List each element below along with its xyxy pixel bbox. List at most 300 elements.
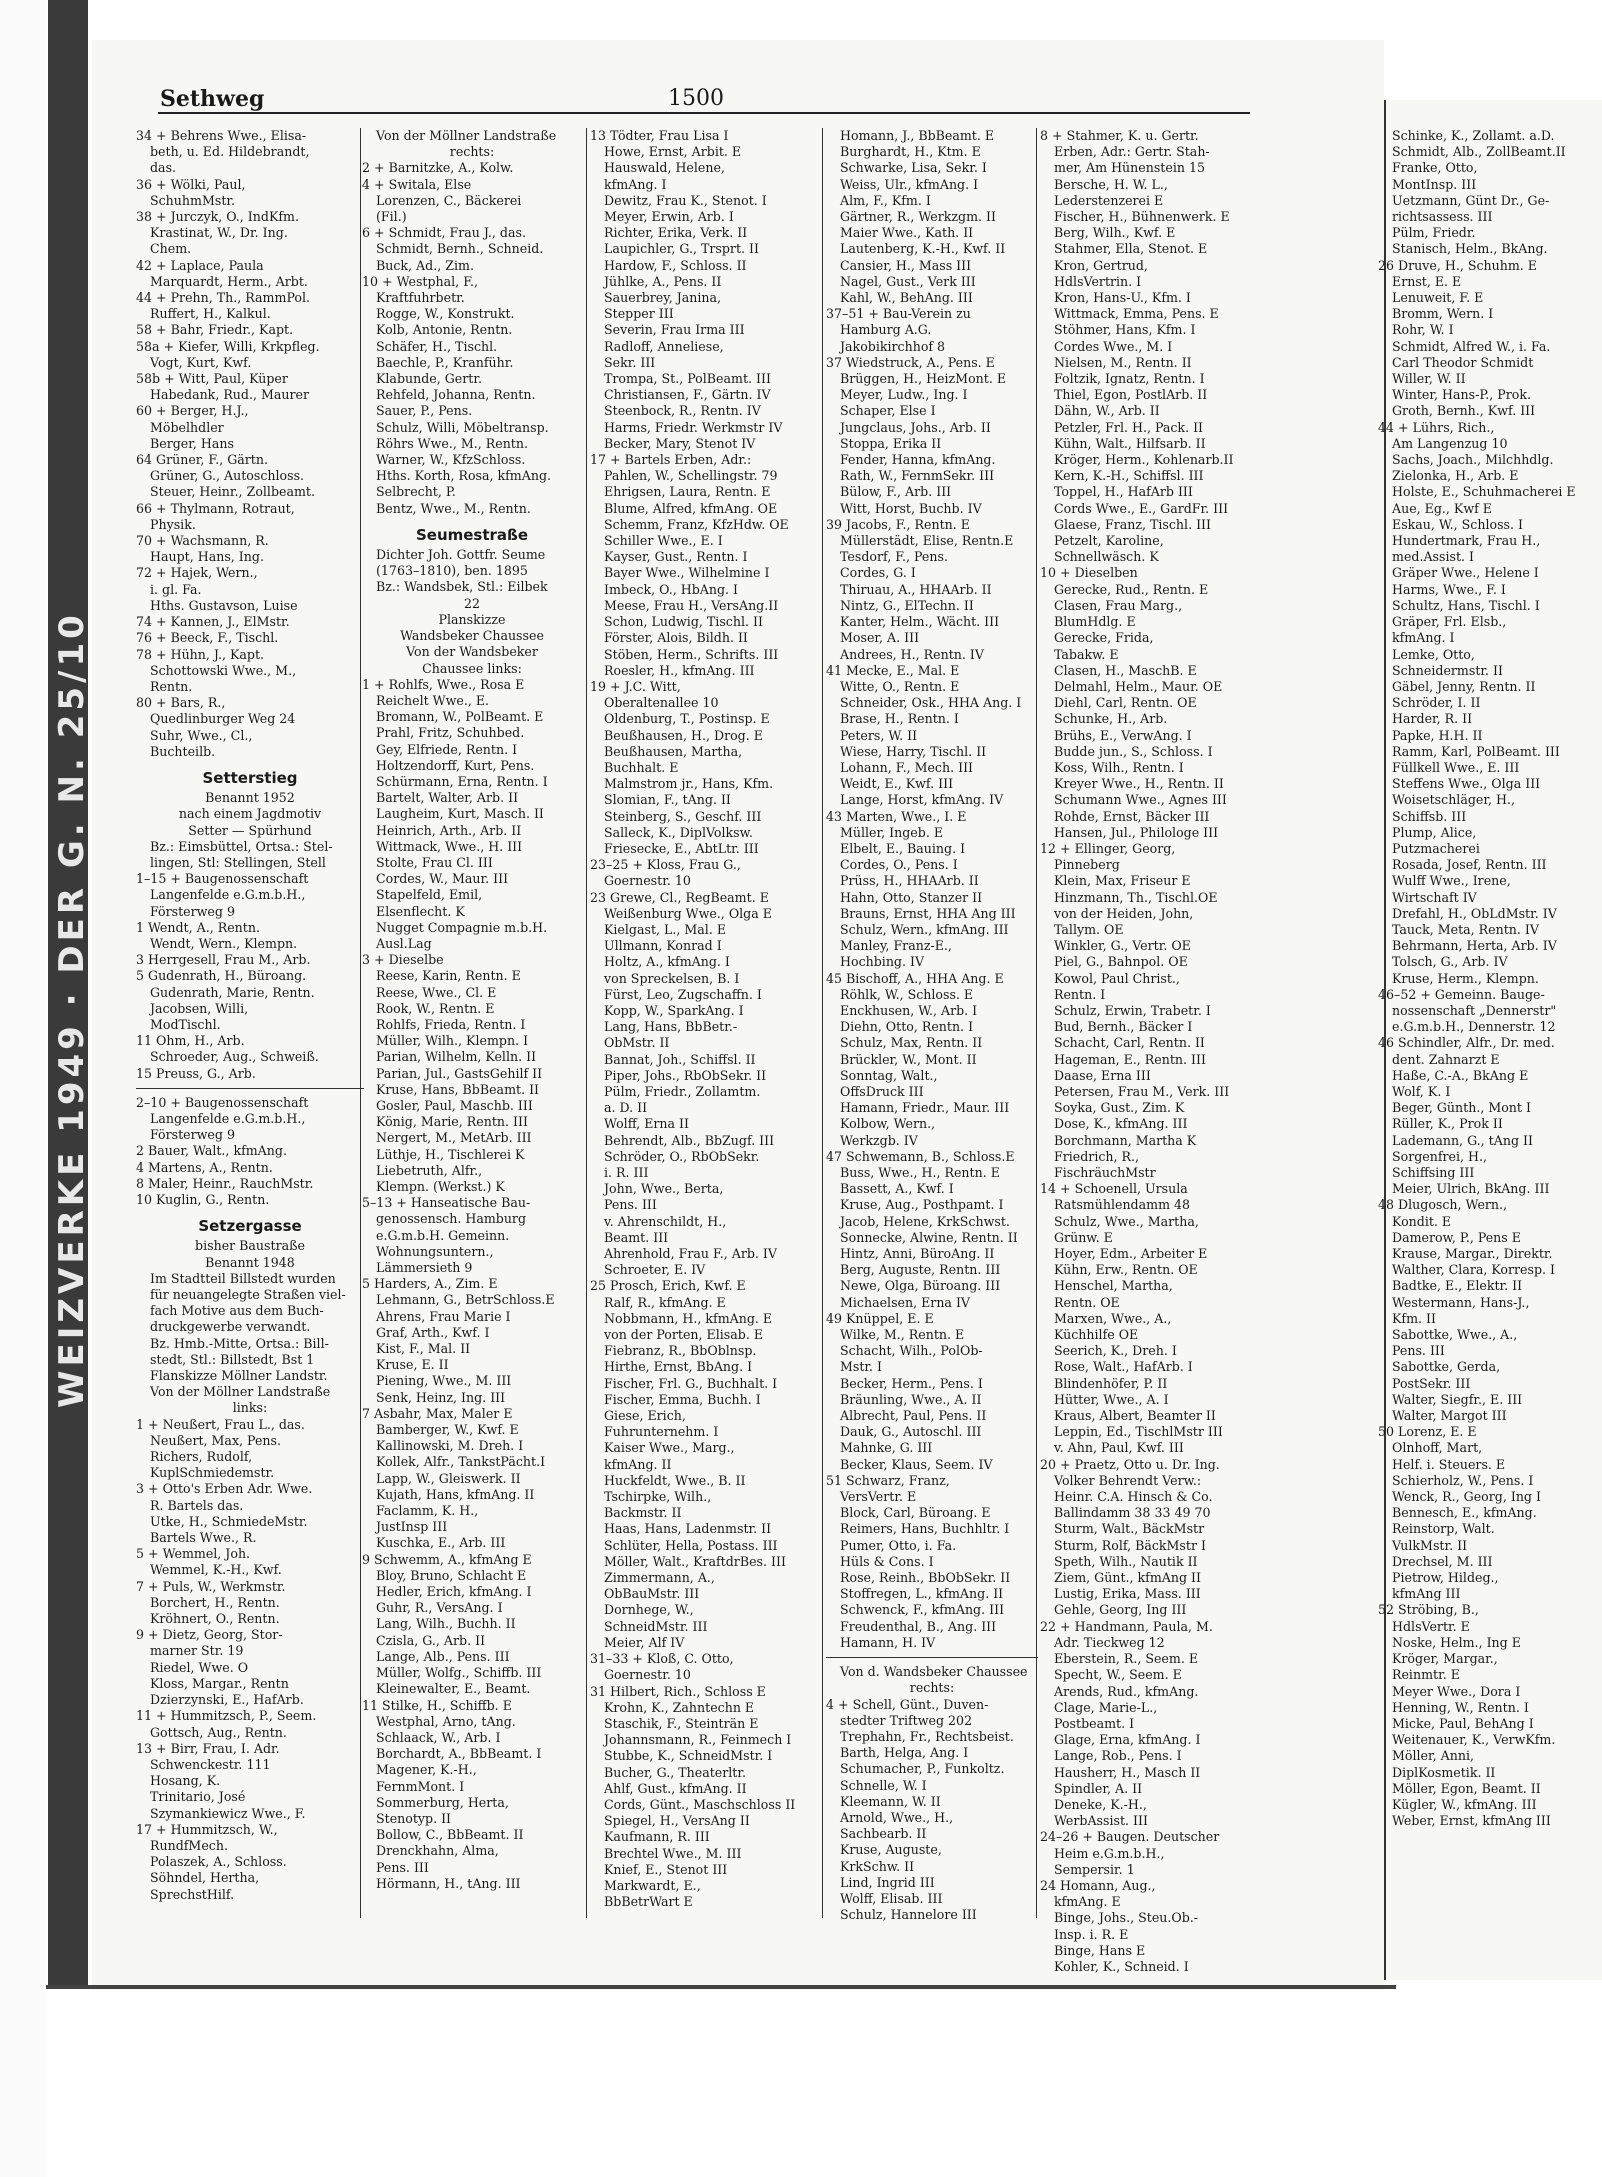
resident-entry: Postbeamt. I: [1054, 1715, 1135, 1731]
resident-entry: Bromann, W., PolBeamt. E: [376, 709, 544, 725]
street-note: Setter — Spürhund: [188, 822, 312, 838]
resident-entry: Hütter, Wwe., A. I: [1054, 1391, 1169, 1407]
house-entry: 78 + Hühn, J., Kapt.: [136, 646, 265, 662]
resident-entry: Lange, Alb., Pens. III: [376, 1648, 510, 1664]
house-entry: 4 + Switala, Else: [362, 176, 472, 192]
resident-entry: Elbelt, E., Bauing. I: [840, 840, 966, 856]
resident-entry: Franke, Otto,: [1392, 160, 1478, 176]
resident-entry: Insp. i. R. E: [1054, 1926, 1129, 1942]
resident-entry: Reese, Karin, Rentn. E: [376, 968, 521, 984]
resident-entry: Berger, Hans: [150, 435, 234, 451]
resident-entry: HdlsVertrin. I: [1054, 273, 1142, 289]
resident-entry: Reichelt Wwe., E.: [376, 692, 490, 708]
resident-entry: Diehn, Otto, Rentn. I: [840, 1019, 974, 1035]
resident-entry: Heinrich, Arth., Arb. II: [376, 822, 522, 838]
resident-entry: Drefahl, H., ObLdMstr. IV: [1392, 905, 1557, 921]
resident-entry: Tallym. OE: [1054, 921, 1124, 937]
resident-entry: Specht, W., Seem. E: [1054, 1667, 1182, 1683]
resident-entry: Giese, Erich,: [604, 1408, 686, 1424]
resident-entry: Helf. i. Steuers. E: [1392, 1456, 1506, 1472]
resident-entry: Wulff Wwe., Irene,: [1392, 873, 1511, 889]
resident-entry: Schlüter, Hella, Postass. III: [604, 1537, 778, 1553]
house-entry: 64 Grüner, F., Gärtn.: [136, 452, 268, 468]
resident-entry: Rose, Walt., HafArb. I: [1054, 1359, 1193, 1375]
resident-entry: Nielsen, M., Rentn. II: [1054, 354, 1192, 370]
house-entry: 22 + Handmann, Paula, M.: [1040, 1618, 1213, 1634]
resident-entry: Grüner, G., Autoschloss.: [150, 468, 305, 484]
street-heading: Setzergasse: [198, 1217, 302, 1236]
resident-entry: Möller, Anni,: [1392, 1748, 1474, 1764]
resident-entry: (Fil.): [376, 209, 407, 225]
resident-entry: Goernestr. 10: [604, 873, 691, 889]
street-note: Benannt 1948: [205, 1254, 295, 1270]
resident-entry: Knief, E., Stenot III: [604, 1861, 728, 1877]
resident-entry: Stoffregen, L., kfmAng. II: [840, 1586, 1004, 1602]
resident-entry: Binge, Johs., Steu.Ob.-: [1054, 1910, 1199, 1926]
resident-entry: Rentn.: [150, 678, 193, 694]
house-entry: 3 + Dieselbe: [362, 952, 444, 968]
resident-entry: Daase, Erna III: [1054, 1067, 1151, 1083]
house-entry: 11 Ohm, H., Arb.: [136, 1033, 245, 1049]
resident-entry: Newe, Olga, Büroang. III: [840, 1278, 1001, 1294]
resident-entry: Schnelle, W. I: [840, 1777, 927, 1793]
resident-entry: Riedel, Wwe. O: [150, 1659, 249, 1675]
resident-entry: Koss, Wilh., Rentn. I: [1054, 759, 1184, 775]
section-rule: [826, 1657, 1038, 1658]
resident-entry: Schiffsb. III: [1392, 808, 1467, 824]
resident-entry: Behrmann, Herta, Arb. IV: [1392, 938, 1557, 954]
resident-entry: Barth, Helga, Ang. I: [840, 1745, 969, 1761]
resident-entry: Schacht, Carl, Rentn. II: [1054, 1035, 1205, 1051]
header-rule: [158, 112, 1250, 114]
resident-entry: Clasen, Frau Marg.,: [1054, 597, 1183, 613]
resident-entry: Stoppa, Erika II: [840, 435, 942, 451]
resident-entry: Harder, R. II: [1392, 711, 1473, 727]
resident-entry: Bassett, A., Kwf. I: [840, 1181, 954, 1197]
directory-column-5: [1040, 128, 1252, 1974]
resident-entry: Förster, Alois, Bildh. II: [604, 630, 748, 646]
resident-entry: Kohler, K., Schneid. I: [1054, 1958, 1189, 1974]
house-entry: 6 + Schmidt, Frau J., das.: [362, 225, 526, 241]
resident-entry: Meier, Ulrich, BkAng. III: [1392, 1181, 1550, 1197]
resident-entry: Tesdorf, F., Pens.: [840, 549, 948, 565]
resident-entry: BlumHdlg. E: [1054, 614, 1136, 630]
resident-entry: Lohann, F., Mech. III: [840, 759, 974, 775]
resident-entry: Försterweg 9: [150, 1127, 235, 1143]
house-entry: 1 + Rohlfs, Wwe., Rosa E: [362, 676, 525, 692]
resident-entry: Parian, Wilhelm, Kelln. II: [376, 1049, 537, 1065]
resident-entry: Schierholz, W., Pens. I: [1392, 1472, 1534, 1488]
resident-entry: Schneider, Osk., HHA Ang. I: [840, 695, 1022, 711]
resident-entry: kfmAng. I: [1392, 630, 1455, 646]
resident-entry: John, Wwe., Berta,: [604, 1181, 724, 1197]
resident-entry: Warner, W., KfzSchloss.: [376, 452, 526, 468]
resident-entry: Bz.: Wandsbek, Stl.: Eilbek: [376, 579, 548, 595]
resident-entry: Spindler, A. II: [1054, 1780, 1143, 1796]
street-heading: Setterstieg: [202, 768, 298, 787]
resident-entry: Senk, Heinz, Ing. III: [376, 1389, 506, 1405]
resident-entry: Lorenzen, C., Bäckerei: [376, 192, 522, 208]
resident-entry: Hosang, K.: [150, 1773, 221, 1789]
house-entry: 42 + Laplace, Paula: [136, 257, 264, 273]
resident-entry: Walter, Siegfr., E. III: [1392, 1391, 1523, 1407]
resident-entry: Eskau, W., Schloss. I: [1392, 516, 1523, 532]
resident-entry: Severin, Frau Irma III: [604, 322, 745, 338]
resident-entry: Sonntag, Walt.,: [840, 1067, 938, 1083]
resident-entry: Holtz, A., kfmAng. I: [604, 954, 730, 970]
resident-entry: Bersche, H. W. L.,: [1054, 176, 1168, 192]
resident-entry: Brückler, W., Mont. II: [840, 1051, 977, 1067]
resident-entry: Schulz, Willi, Möbeltransp.: [376, 419, 549, 435]
resident-entry: Krause, Margar., Direktr.: [1392, 1246, 1553, 1262]
resident-entry: Walther, Clara, Korresp. I: [1392, 1262, 1556, 1278]
resident-entry: Bucher, G., Theaterltr.: [604, 1764, 746, 1780]
house-entry: 2–10 + Baugenossenschaft: [136, 1094, 309, 1110]
house-entry: 41 Mecke, E., Mal. E: [826, 662, 960, 678]
resident-entry: Laugheim, Kurt, Masch. II: [376, 806, 544, 822]
resident-entry: Sturm, Walt., BäckMstr: [1054, 1521, 1205, 1537]
resident-entry: Lederstenzerei E: [1054, 192, 1164, 208]
resident-entry: Laupichler, G., Trsprt. II: [604, 241, 759, 257]
resident-entry: Berg, Wilh., Kwf. E: [1054, 225, 1176, 241]
resident-entry: ObBauMstr. III: [604, 1586, 700, 1602]
house-entry: 4 + Schell, Günt., Duven-: [826, 1696, 989, 1712]
resident-entry: Von der Möllner Landstraße: [150, 1384, 331, 1400]
resident-entry: Werkzgb. IV: [840, 1132, 918, 1148]
resident-entry: Fischer, Frl. G., Buchhalt. I: [604, 1375, 778, 1391]
resident-entry: OffsDruck III: [840, 1083, 924, 1099]
house-entry: 66 + Thylmann, Rotraut,: [136, 500, 295, 516]
house-entry: 24–26 + Baugen. Deutscher: [1040, 1829, 1220, 1845]
resident-entry: Hinzmann, Th., Tischl.OE: [1054, 889, 1218, 905]
resident-entry: Hüls & Cons. I: [840, 1553, 934, 1569]
resident-entry: Trephahn, Fr., Rechtsbeist.: [840, 1728, 1014, 1744]
resident-entry: Schürmann, Erna, Rentn. I: [376, 773, 548, 789]
resident-entry: Wilke, M., Rentn. E: [840, 1327, 965, 1343]
resident-entry: Salleck, K., DiplVolksw.: [604, 824, 753, 840]
resident-entry: Cordes, W., Maur. III: [376, 871, 509, 887]
directory-column-6-adjacent-page: [1378, 128, 1596, 1928]
resident-entry: Gey, Elfriede, Rentn. I: [376, 741, 518, 757]
resident-entry: Steinberg, S., Geschf. III: [604, 808, 762, 824]
resident-entry: PostSekr. III: [1392, 1375, 1471, 1391]
resident-entry: e.G.m.b.H., Dennerstr. 12: [1392, 1019, 1556, 1035]
resident-entry: Henning, W., Rentn. I: [1392, 1699, 1529, 1715]
resident-entry: Lenuweit, F. E: [1392, 290, 1484, 306]
resident-entry: Sommerburg, Herta,: [376, 1794, 509, 1810]
resident-entry: Rath, W., FernmSekr. III: [840, 468, 995, 484]
resident-entry: Sempersir. 1: [1054, 1861, 1135, 1877]
resident-entry: Chem.: [150, 241, 192, 257]
resident-entry: Borchmann, Martha K: [1054, 1132, 1197, 1148]
resident-entry: Gärtner, R., Werkzgm. II: [840, 209, 996, 225]
resident-entry: Pinneberg: [1054, 857, 1120, 873]
resident-entry: Howe, Ernst, Arbit. E: [604, 144, 742, 160]
resident-entry: Bartels Wwe., R.: [150, 1530, 257, 1546]
resident-entry: Albrecht, Paul, Pens. II: [840, 1408, 987, 1424]
resident-entry: Homann, J., BbBeamt. E: [840, 128, 995, 143]
resident-entry: v. Ahn, Paul, Kwf. III: [1054, 1440, 1184, 1456]
resident-entry: e.G.m.b.H. Gemeinn.: [376, 1227, 510, 1243]
resident-entry: Stubbe, K., SchneidMstr. I: [604, 1748, 773, 1764]
resident-entry: Burghardt, H., Ktm. E: [840, 144, 981, 160]
resident-entry: Hörmann, H., tAng. III: [376, 1875, 521, 1891]
resident-entry: Von der Möllner Landstraße: [376, 128, 557, 143]
resident-entry: Müllerstädt, Elise, Rentn.E: [840, 533, 1014, 549]
resident-entry: Hundertmark, Frau H.,: [1392, 533, 1541, 549]
resident-entry: Slomian, F., tAng. II: [604, 792, 731, 808]
resident-entry: Langenfelde e.G.m.b.H.,: [150, 1110, 306, 1126]
resident-entry: Schinke, K., Zollamt. a.D.: [1392, 128, 1555, 143]
resident-entry: Bloy, Bruno, Schlacht E: [376, 1567, 527, 1583]
resident-entry: Damerow, P., Pens E: [1392, 1229, 1521, 1245]
resident-entry: Jühlke, A., Pens. II: [604, 273, 722, 289]
resident-entry: das.: [150, 160, 177, 176]
resident-entry: Weidt, E., Kwf. III: [840, 776, 954, 792]
resident-entry: Mstr. I: [840, 1359, 883, 1375]
section-rule: [136, 1088, 364, 1089]
house-entry: 5 Harders, A., Zim. E: [362, 1276, 498, 1292]
resident-entry: Kühn, Erw., Rentn. OE: [1054, 1262, 1198, 1278]
resident-entry: Hirthe, Ernst, BbAng. I: [604, 1359, 753, 1375]
resident-entry: Schroeter, E. IV: [604, 1262, 706, 1278]
resident-entry: Prüss, H., HHAArb. II: [840, 873, 979, 889]
resident-entry: Sorgenfrei, H.,: [1392, 1148, 1488, 1164]
resident-entry: Ratsmühlendamm 48: [1054, 1197, 1191, 1213]
resident-entry: Kruse, Auguste,: [840, 1842, 942, 1858]
resident-entry: Witt, Horst, Buchb. IV: [840, 500, 982, 516]
resident-entry: Schacht, Wilh., PolOb-: [840, 1343, 983, 1359]
resident-entry: Kondit. E: [1392, 1213, 1452, 1229]
resident-entry: Lang, Wilh., Buchh. II: [376, 1616, 516, 1632]
resident-entry: Johannsmann, R., Feinmech I: [604, 1732, 792, 1748]
resident-entry: Ausl.Lag: [376, 935, 432, 951]
resident-entry: Kielgast, L., Mal. E: [604, 921, 727, 937]
house-entry: 8 + Stahmer, K. u. Gertr.: [1040, 128, 1199, 143]
resident-entry: Schmidt, Alfred W., i. Fa.: [1392, 338, 1551, 354]
resident-entry: Hahn, Otto, Stanzer II: [840, 889, 983, 905]
house-entry: 7 + Puls, W., Werkmstr.: [136, 1578, 286, 1594]
resident-entry: Gerecke, Rud., Rentn. E: [1054, 581, 1209, 597]
house-entry: 13 Tödter, Frau Lisa I: [590, 128, 729, 143]
resident-entry: Weitenauer, K., VerwKfm.: [1392, 1732, 1556, 1748]
house-entry: 58 + Bahr, Friedr., Kapt.: [136, 322, 294, 338]
house-entry: 38 + Jurczyk, O., IndKfm.: [136, 209, 299, 225]
resident-entry: Buck, Ad., Zim.: [376, 257, 474, 273]
house-entry: 2 Bauer, Walt., kfmAng.: [136, 1143, 287, 1159]
resident-entry: Tschirpke, Wilh.,: [604, 1489, 712, 1505]
resident-entry: dent. Zahnarzt E: [1392, 1051, 1500, 1067]
resident-entry: kfmAng. I: [604, 176, 667, 192]
resident-entry: Röhrs Wwe., M., Rentn.: [376, 435, 528, 451]
resident-entry: Nagel, Gust., Verk III: [840, 273, 976, 289]
resident-entry: Cansier, H., Mass III: [840, 257, 972, 273]
resident-entry: Quedlinburger Weg 24: [150, 711, 296, 727]
resident-entry: Glaese, Franz, Tischl. III: [1054, 516, 1212, 532]
resident-entry: Richers, Rudolf,: [150, 1449, 253, 1465]
resident-entry: Kraftfuhrbetr.: [376, 290, 465, 306]
resident-entry: Christiansen, F., Gärtn. IV: [604, 387, 771, 403]
house-entry: 44 + Prehn, Th., RammPol.: [136, 290, 311, 306]
resident-entry: Bamberger, W., Kwf. E: [376, 1422, 519, 1438]
house-entry: 23–25 + Kloss, Frau G.,: [590, 857, 741, 873]
house-entry: 5 Gudenrath, H., Büroang.: [136, 968, 307, 984]
resident-entry: Oldenburg, T., Postinsp. E: [604, 711, 770, 727]
resident-entry: Ernst, E. E: [1392, 273, 1462, 289]
resident-entry: Schmidt, Alb., ZollBeamt.II: [1392, 144, 1566, 160]
resident-entry: Wolff, Elisab. III: [840, 1890, 943, 1906]
resident-entry: Hoyer, Edm., Arbeiter E: [1054, 1246, 1208, 1262]
resident-entry: Mahnke, G. III: [840, 1440, 933, 1456]
resident-entry: R. Bartels das.: [150, 1497, 244, 1513]
resident-entry: Walter, Margot III: [1392, 1408, 1507, 1424]
resident-entry: Jacobsen, Willi,: [150, 1000, 249, 1016]
resident-entry: Haße, C.-A., BkAng E: [1392, 1067, 1529, 1083]
resident-entry: Müller, Wolfg., Schiffb. III: [376, 1665, 542, 1681]
resident-entry: Staschik, F., Steinträn E: [604, 1715, 759, 1731]
resident-entry: Henschel, Martha,: [1054, 1278, 1173, 1294]
resident-entry: Pens. III: [604, 1197, 657, 1213]
resident-entry: Szymankiewicz Wwe., F.: [150, 1805, 306, 1821]
resident-entry: Ramm, Karl, PolBeamt. III: [1392, 743, 1560, 759]
resident-entry: Schemm, Franz, KfzHdw. OE: [604, 516, 789, 532]
resident-entry: Reinstorp, Walt.: [1392, 1521, 1495, 1537]
resident-entry: Wolff, Erna II: [604, 1116, 689, 1132]
resident-entry: Speth, Wilh., Nautik II: [1054, 1553, 1198, 1569]
resident-entry: Radloff, Anneliese,: [604, 338, 724, 354]
resident-entry: Bartelt, Walter, Arb. II: [376, 790, 519, 806]
resident-entry: Bentz, Wwe., M., Rentn.: [376, 500, 531, 516]
resident-entry: Ralf, R., kfmAng. E: [604, 1294, 726, 1310]
resident-entry: Rook, W., Rentn. E: [376, 1000, 495, 1016]
resident-entry: Haas, Hans, Ladenmstr. II: [604, 1521, 772, 1537]
resident-entry: Foltzik, Ignatz, Rentn. I: [1054, 371, 1205, 387]
house-entry: 14 + Schoenell, Ursula: [1040, 1181, 1188, 1197]
resident-entry: Kern, K.-H., Schiffsl. III: [1054, 468, 1204, 484]
resident-entry: Kayser, Gust., Rentn. I: [604, 549, 748, 565]
resident-entry: Lautenberg, K.-H., Kwf. II: [840, 241, 1006, 257]
resident-entry: Wohnungsuntern.,: [376, 1243, 494, 1259]
resident-entry: Cordes, O., Pens. I: [840, 857, 958, 873]
resident-entry: Wirtschaft IV: [1392, 889, 1477, 905]
resident-entry: Drenckhahn, Alma,: [376, 1843, 499, 1859]
resident-entry: Guhr, R., VersAng. I: [376, 1600, 503, 1616]
resident-entry: Brüggen, H., HeizMont. E: [840, 371, 1007, 387]
resident-entry: Schiller Wwe., E. I: [604, 533, 723, 549]
resident-entry: Langenfelde e.G.m.b.H.,: [150, 887, 306, 903]
resident-entry: Lemke, Otto,: [1392, 646, 1475, 662]
resident-entry: Brase, H., Rentn. I: [840, 711, 959, 727]
house-entry: 11 + Hummitzsch, P., Seem.: [136, 1708, 317, 1724]
resident-entry: Ballindamm 38 33 49 70: [1054, 1505, 1211, 1521]
resident-entry: Ahrenhold, Frau F., Arb. IV: [604, 1246, 777, 1262]
resident-entry: Beußhausen, Martha,: [604, 743, 743, 759]
resident-entry: Schroeder, Aug., Schweiß.: [150, 1049, 319, 1065]
resident-entry: Kügler, W., kfmAng. III: [1392, 1796, 1537, 1812]
resident-entry: Röhlk, W., Schloss. E: [840, 986, 974, 1002]
resident-entry: Krastinat, W., Dr. Ing.: [150, 225, 288, 241]
resident-entry: Winter, Hans-P., Prok.: [1392, 387, 1531, 403]
resident-entry: Toppel, H., HafArb III: [1054, 484, 1193, 500]
resident-entry: Lademann, G., tAng II: [1392, 1132, 1533, 1148]
resident-entry: Klabunde, Gertr.: [376, 371, 482, 387]
house-entry: 31–33 + Kloß, C. Otto,: [590, 1651, 734, 1667]
resident-entry: Fischer, Emma, Buchh. I: [604, 1391, 761, 1407]
resident-entry: Brechtel Wwe., M. III: [604, 1845, 742, 1861]
resident-entry: Neußert, Max, Pens.: [150, 1432, 281, 1448]
resident-entry: Vogt, Kurt, Kwf.: [150, 354, 252, 370]
resident-entry: Sturm, Rolf, BäckMstr I: [1054, 1537, 1206, 1553]
resident-entry: Möbelhdler: [150, 419, 224, 435]
resident-entry: Clage, Marie-L.,: [1054, 1699, 1158, 1715]
resident-entry: Deneke, K.-H.,: [1054, 1796, 1147, 1812]
street-note: 22: [463, 595, 481, 611]
resident-entry: Habedank, Rud., Maurer: [150, 387, 309, 403]
resident-entry: Jacob, Helene, KrkSchwst.: [840, 1213, 1010, 1229]
resident-entry: Berg, Auguste, Rentn. III: [840, 1262, 1001, 1278]
house-entry: 9 + Dietz, Georg, Stor-: [136, 1627, 283, 1643]
resident-entry: i. gl. Fa.: [150, 581, 202, 597]
resident-entry: Schwarke, Lisa, Sekr. I: [840, 160, 987, 176]
resident-entry: beth, u. Ed. Hildebrandt,: [150, 144, 310, 160]
resident-entry: Am Langenzug 10: [1392, 435, 1508, 451]
resident-entry: RundfMech.: [150, 1837, 228, 1853]
house-entry: 7 Asbahr, Max, Maler E: [362, 1405, 513, 1421]
resident-entry: Roesler, H., kfmAng. III: [604, 662, 755, 678]
house-entry: 47 Schwemann, B., Schloss.E: [826, 1148, 1015, 1164]
house-entry: 24 Homann, Aug.,: [1040, 1877, 1156, 1893]
resident-entry: Blume, Alfred, kfmAng. OE: [604, 500, 778, 516]
resident-entry: Bayer Wwe., Wilhelmine I: [604, 565, 770, 581]
resident-entry: Kaufmann, R. III: [604, 1829, 710, 1845]
resident-entry: Holtzendorff, Kurt, Pens.: [376, 757, 535, 773]
house-entry: 12 + Ellinger, Georg,: [1040, 840, 1176, 856]
resident-entry: Lehmann, G., BetrSchloss.E: [376, 1292, 555, 1308]
resident-entry: Soyka, Gust., Zim. K: [1054, 1100, 1185, 1116]
resident-entry: Plump, Alice,: [1392, 824, 1477, 840]
resident-entry: Ziem, Günt., kfmAng II: [1054, 1570, 1201, 1586]
resident-entry: Andrees, H., Rentn. IV: [840, 646, 984, 662]
house-entry: 44 + Lührs, Rich.,: [1378, 419, 1495, 435]
street-note: Planskizze: [438, 611, 506, 627]
resident-entry: Hamann, H. IV: [840, 1634, 936, 1650]
resident-entry: Borchert, H., Rentn.: [150, 1594, 280, 1610]
resident-entry: Ahrens, Frau Marie I: [376, 1308, 511, 1324]
resident-entry: Imbeck, O., HbAng. I: [604, 581, 739, 597]
street-note: Benannt 1952: [205, 790, 295, 806]
resident-entry: VersVertr. E: [840, 1489, 917, 1505]
resident-entry: Pülm, Friedr., Zollamtm.: [604, 1083, 761, 1099]
resident-entry: Thiel, Egon, PostlArb. II: [1054, 387, 1208, 403]
resident-entry: Bennesch, E., kfmAng.: [1392, 1505, 1537, 1521]
resident-entry: Schwenckestr. 111: [150, 1756, 271, 1772]
resident-entry: Polaszek, A., Schloss.: [150, 1854, 287, 1870]
house-entry: 1 Wendt, A., Rentn.: [136, 919, 260, 935]
resident-entry: Selbrecht, P.: [376, 484, 456, 500]
resident-entry: Bud, Bernh., Bäcker I: [1054, 1019, 1193, 1035]
street-note: links:: [232, 1400, 268, 1416]
resident-entry: Sabottke, Gerda,: [1392, 1359, 1501, 1375]
street-note: rechts:: [909, 1680, 955, 1696]
resident-entry: SprechstHilf.: [150, 1886, 235, 1902]
resident-entry: Reinmtr. E: [1392, 1667, 1460, 1683]
resident-entry: Graf, Arth., Kwf. I: [376, 1324, 490, 1340]
house-entry: 37 Wiedstruck, A., Pens. E: [826, 354, 995, 370]
resident-entry: Gehle, Georg, Ing III: [1054, 1602, 1187, 1618]
resident-entry: Kröhnert, O., Rentn.: [150, 1611, 280, 1627]
resident-entry: lingen, Stl: Stellingen, Stell: [150, 854, 326, 870]
house-entry: 76 + Beeck, F., Tischl.: [136, 630, 279, 646]
